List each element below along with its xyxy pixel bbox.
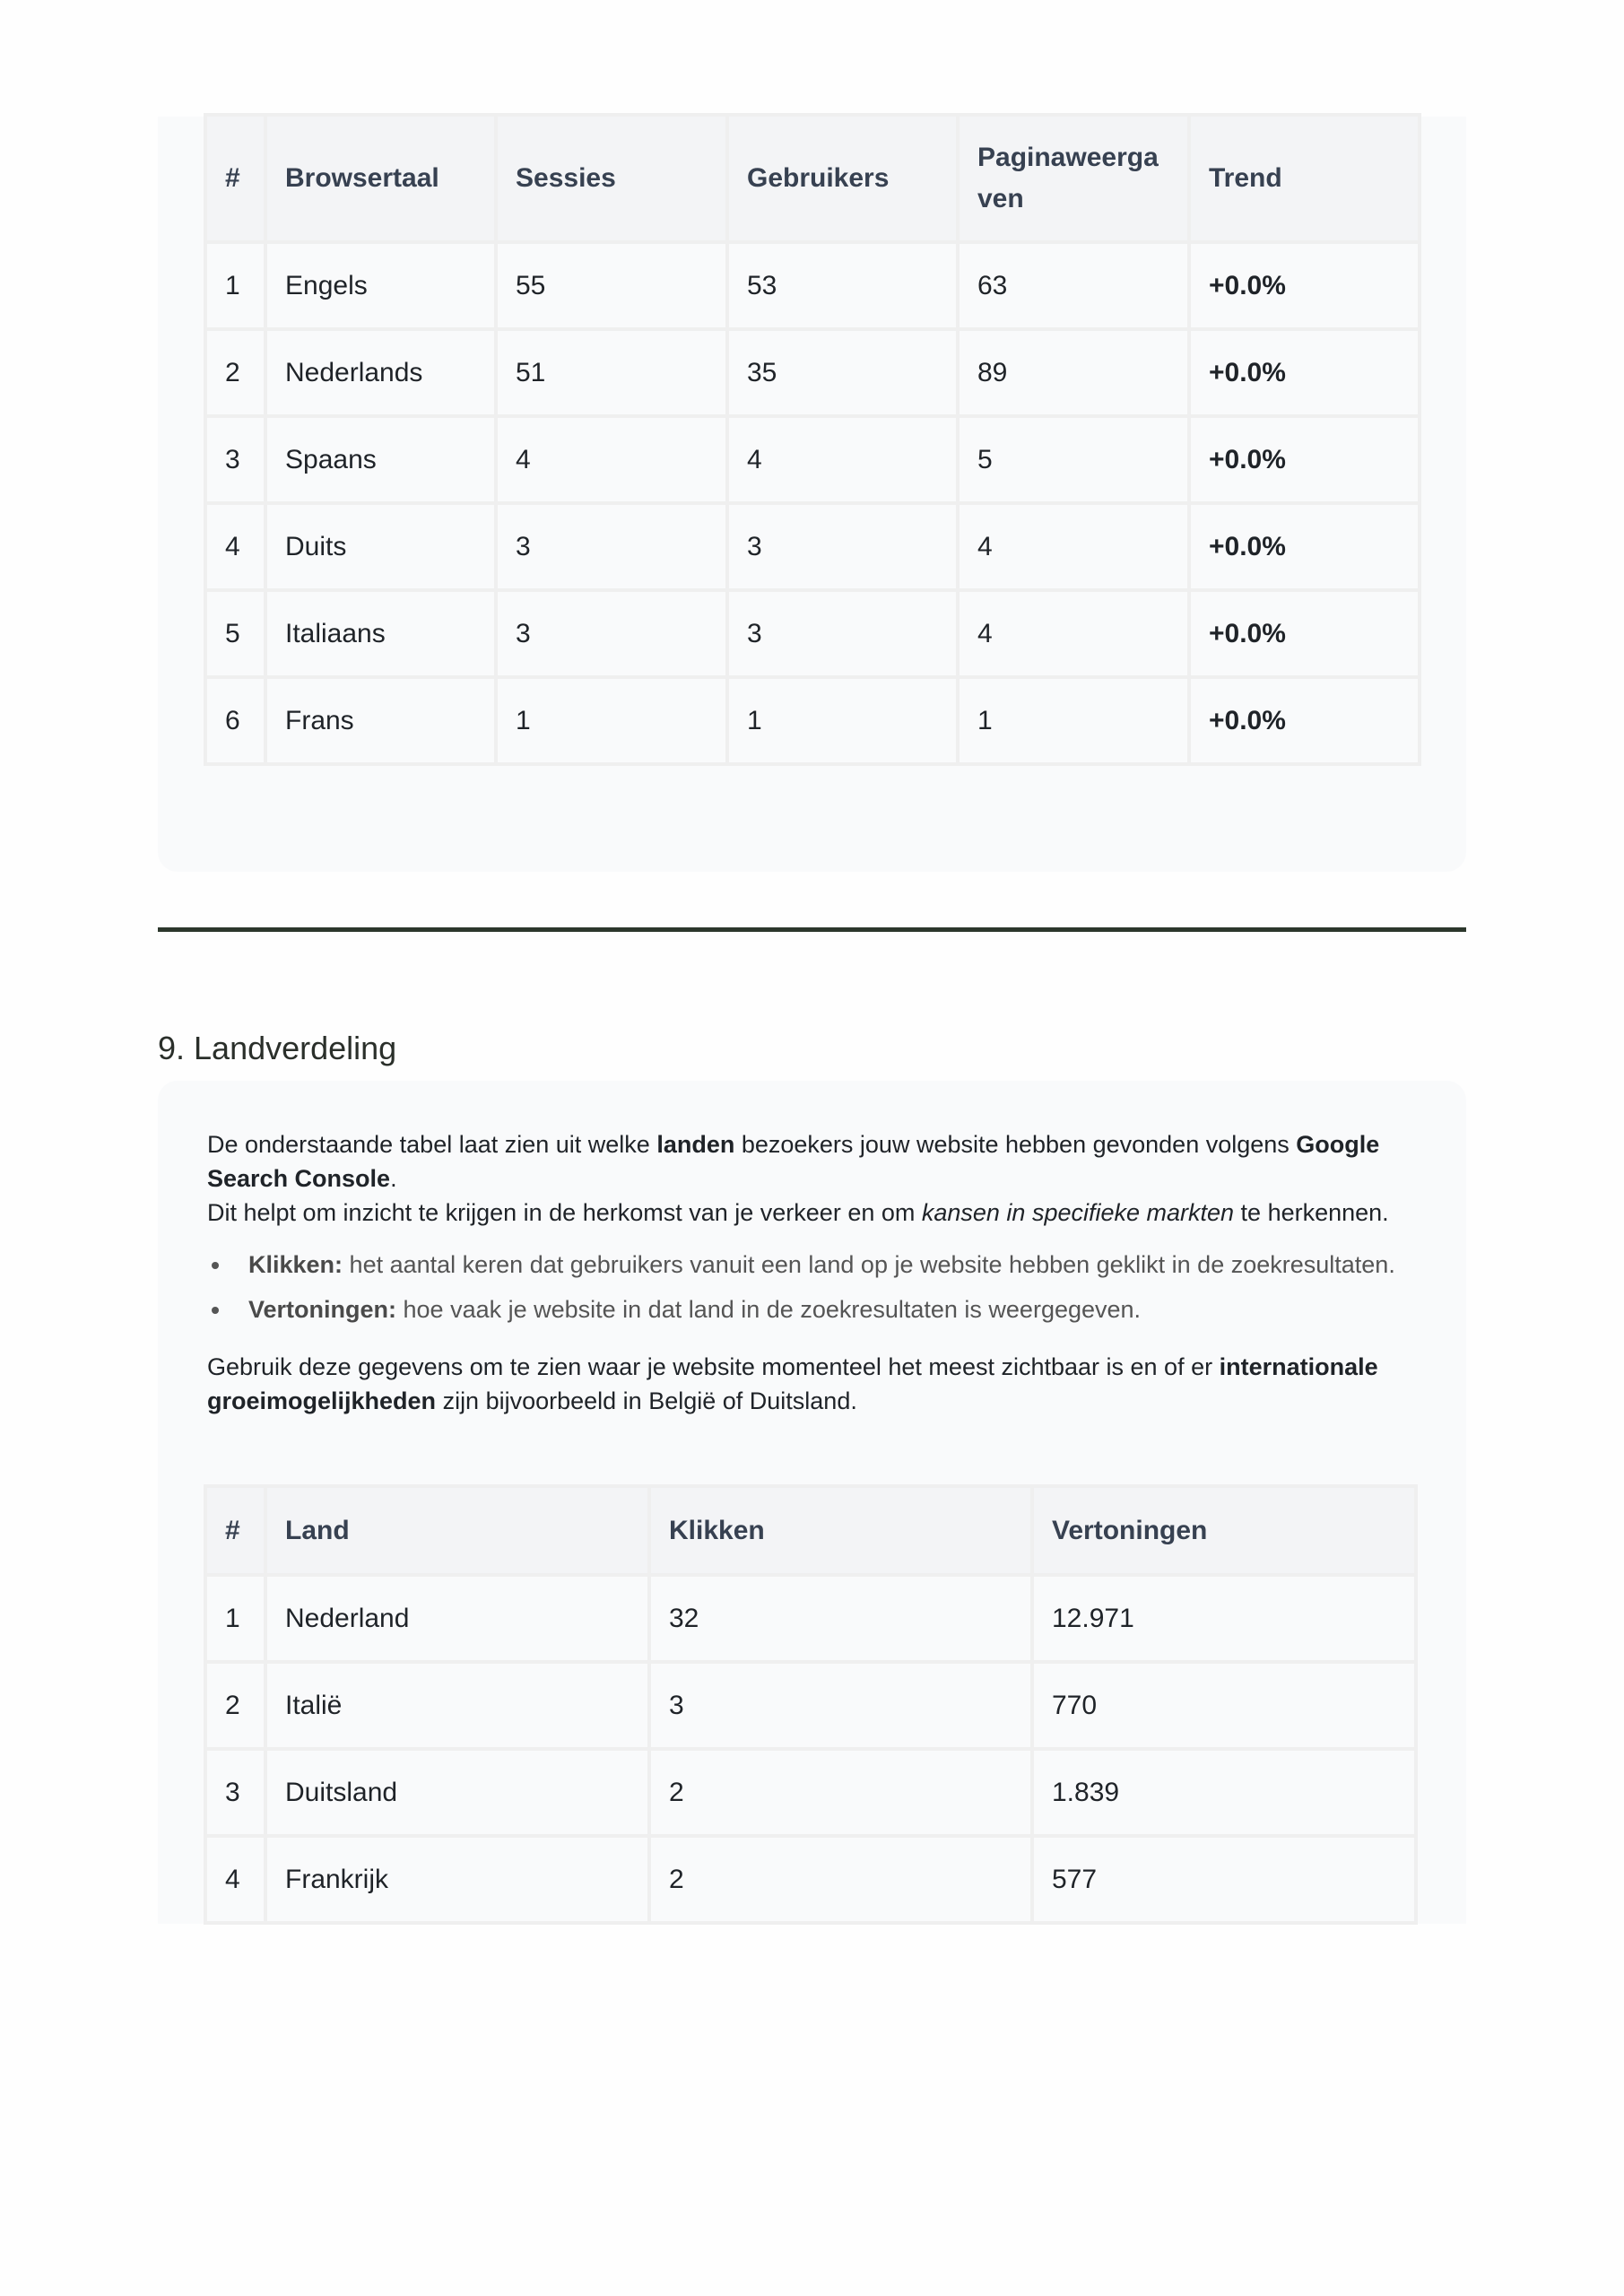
cell-country: Frankrijk (267, 1838, 647, 1921)
cell-trend: +0.0% (1191, 418, 1418, 501)
column-header-clicks: Klikken (651, 1488, 1030, 1573)
table-header-row (207, 117, 1418, 240)
column-header-rank: # (207, 1488, 264, 1573)
cell-rank: 2 (207, 331, 264, 414)
cell-trend: +0.0% (1191, 505, 1418, 588)
cell-clicks: 2 (651, 1838, 1030, 1921)
cell-clicks: 32 (651, 1577, 1030, 1660)
cell-rank: 1 (207, 244, 264, 327)
cell-pageviews: 63 (960, 244, 1187, 327)
cell-country: Nederland (267, 1577, 647, 1660)
browser-language-card (158, 117, 1466, 872)
table-row (207, 505, 1418, 588)
intro-paragraph (207, 1127, 1427, 1230)
definition-item-impressions (232, 1287, 1452, 1332)
cell-impressions: 577 (1034, 1838, 1414, 1921)
intro-text: bezoekers jouw website hebben gevonden volgens (734, 1131, 1297, 1158)
cell-pageviews: 4 (960, 505, 1187, 588)
table-row (207, 1838, 1414, 1921)
cell-pageviews: 1 (960, 679, 1187, 762)
table-row (207, 418, 1418, 501)
column-header-language: Browsertaal (267, 117, 494, 240)
cell-rank: 2 (207, 1664, 264, 1747)
table-row (207, 244, 1418, 327)
cell-rank: 3 (207, 1751, 264, 1834)
outro-bold: internationale groeimogelijkheden (207, 1353, 1378, 1414)
cell-users: 53 (729, 244, 956, 327)
cell-users: 3 (729, 592, 956, 675)
cell-impressions: 770 (1034, 1664, 1414, 1747)
cell-sessions: 55 (498, 244, 725, 327)
definition-item-clicks (232, 1242, 1452, 1287)
cell-rank: 1 (207, 1577, 264, 1660)
cell-impressions: 12.971 (1034, 1577, 1414, 1660)
cell-users: 1 (729, 679, 956, 762)
column-header-rank: # (207, 117, 264, 240)
column-header-impressions: Vertoningen (1034, 1488, 1414, 1573)
cell-impressions: 1.839 (1034, 1751, 1414, 1834)
cell-language: Frans (267, 679, 494, 762)
cell-sessions: 3 (498, 592, 725, 675)
section-title: 9. Landverdeling (158, 1030, 397, 1066)
cell-sessions: 51 (498, 331, 725, 414)
column-header-country: Land (267, 1488, 647, 1573)
cell-rank: 6 (207, 679, 264, 762)
table-row (207, 1664, 1414, 1747)
cell-trend: +0.0% (1191, 592, 1418, 675)
table-row (207, 1751, 1414, 1834)
cell-rank: 3 (207, 418, 264, 501)
cell-pageviews: 4 (960, 592, 1187, 675)
definition-term: Vertoningen: (248, 1296, 397, 1323)
table-header-row (207, 1488, 1414, 1573)
table-row (207, 679, 1418, 762)
cell-clicks: 3 (651, 1664, 1030, 1747)
outro-text: Gebruik deze gegevens om te zien waar je website momenteel het meest zichtbaar is en of er (207, 1353, 1220, 1380)
cell-language: Engels (267, 244, 494, 327)
intro-bold-landen: landen (656, 1131, 735, 1158)
cell-trend: +0.0% (1191, 679, 1418, 762)
cell-pageviews: 89 (960, 331, 1187, 414)
column-header-users: Gebruikers (729, 117, 956, 240)
intro-bold-gsc: Google Search Console (207, 1131, 1380, 1192)
intro-text: De onderstaande tabel laat zien uit welke (207, 1131, 657, 1158)
table-row (207, 592, 1418, 675)
intro-italic: kansen in specifieke markten (921, 1199, 1235, 1226)
table-row (207, 1577, 1414, 1660)
definition-list (207, 1242, 1452, 1332)
cell-rank: 4 (207, 505, 264, 588)
cell-language: Nederlands (267, 331, 494, 414)
cell-clicks: 2 (651, 1751, 1030, 1834)
outro-paragraph (207, 1350, 1427, 1418)
cell-language: Spaans (267, 418, 494, 501)
cell-trend: +0.0% (1191, 331, 1418, 414)
cell-pageviews: 5 (960, 418, 1187, 501)
column-header-trend: Trend (1191, 117, 1418, 240)
cell-sessions: 4 (498, 418, 725, 501)
cell-sessions: 1 (498, 679, 725, 762)
cell-country: Italië (267, 1664, 647, 1747)
cell-rank: 5 (207, 592, 264, 675)
intro-text: . (390, 1165, 397, 1192)
section-divider (158, 927, 1466, 932)
outro-text: zijn bijvoorbeeld in België of Duitsland. (436, 1387, 857, 1414)
definition-text: hoe vaak je website in dat land in de zoekresultaten is weergegeven. (396, 1296, 1142, 1323)
table-row (207, 331, 1418, 414)
definition-term: Klikken: (248, 1251, 343, 1278)
browser-language-table (204, 113, 1421, 766)
definition-text: het aantal keren dat gebruikers vanuit een land op je website hebben geklikt in de zoekresultaten. (343, 1251, 1395, 1278)
cell-sessions: 3 (498, 505, 725, 588)
country-table (204, 1484, 1418, 1925)
cell-users: 35 (729, 331, 956, 414)
cell-language: Italiaans (267, 592, 494, 675)
cell-users: 3 (729, 505, 956, 588)
cell-language: Duits (267, 505, 494, 588)
country-card (158, 1081, 1466, 1924)
column-header-sessions: Sessies (498, 117, 725, 240)
intro-text: Dit helpt om inzicht te krijgen in de herkomst van je verkeer en om (207, 1199, 922, 1226)
intro-text: te herkennen. (1234, 1199, 1389, 1226)
cell-users: 4 (729, 418, 956, 501)
cell-country: Duitsland (267, 1751, 647, 1834)
column-header-pageviews: Paginaweergaven (960, 117, 1187, 240)
cell-rank: 4 (207, 1838, 264, 1921)
cell-trend: +0.0% (1191, 244, 1418, 327)
